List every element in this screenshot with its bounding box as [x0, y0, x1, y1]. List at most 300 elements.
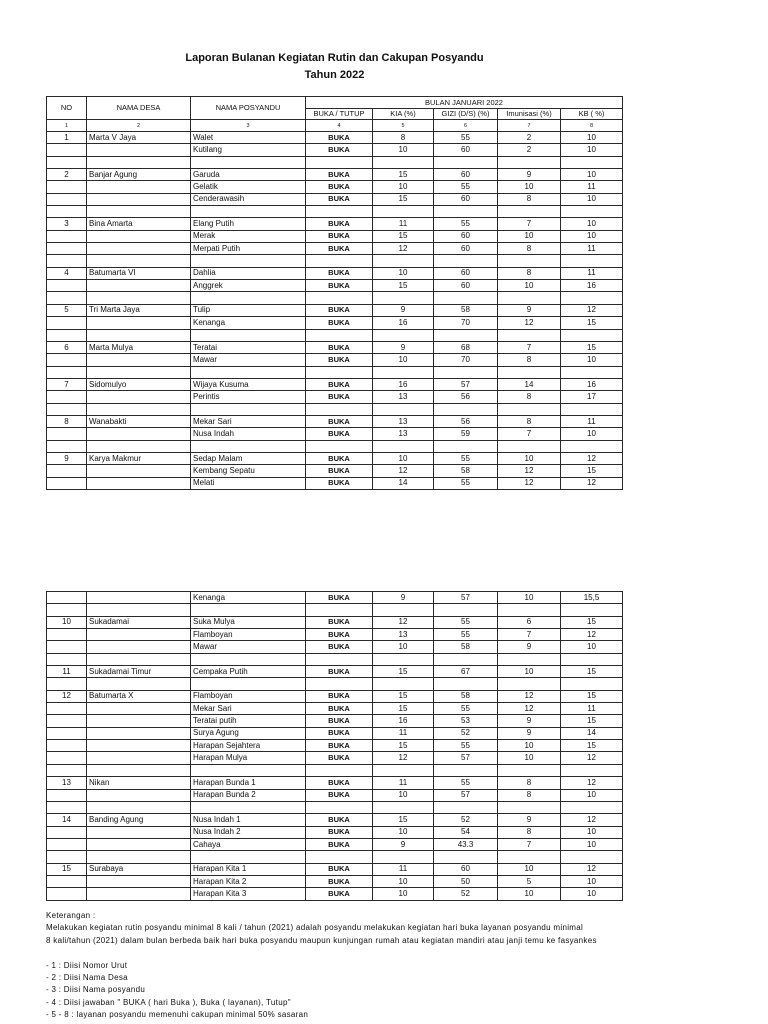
cell-status: BUKA: [306, 478, 373, 490]
cell-nama-desa: [87, 465, 191, 477]
cell-no: [47, 740, 87, 752]
empty-row-cell: [191, 604, 306, 616]
cell-imunisasi: 2: [498, 144, 561, 156]
cell-no: [47, 839, 87, 851]
notes-section: [46, 910, 746, 1022]
empty-row-cell: [373, 330, 434, 342]
cell-imunisasi: 10: [498, 592, 561, 604]
cell-kb: 10: [561, 428, 623, 440]
empty-row-cell: [87, 255, 191, 267]
cell-imunisasi: 9: [498, 728, 561, 740]
cell-gizi: 55: [434, 478, 498, 490]
cell-kia: 10: [373, 181, 434, 193]
cell-nama-posyandu: Flamboyan: [191, 691, 306, 703]
cell-nama-desa: Sukadamai: [87, 617, 191, 629]
cell-gizi: 67: [434, 666, 498, 678]
cell-nama-posyandu: Harapan Sejahtera: [191, 740, 306, 752]
empty-row-cell: [373, 292, 434, 304]
cell-gizi: 53: [434, 715, 498, 727]
cell-nama-desa: [87, 839, 191, 851]
cell-kb: 10: [561, 194, 623, 206]
cell-nama-desa: [87, 790, 191, 802]
cell-imunisasi: 12: [498, 478, 561, 490]
cell-status: BUKA: [306, 728, 373, 740]
cell-kb: 12: [561, 629, 623, 641]
empty-row-cell: [434, 292, 498, 304]
cell-gizi: 60: [434, 194, 498, 206]
empty-row-cell: [373, 851, 434, 863]
posyandu-table-part-2: [46, 591, 623, 901]
cell-kb: 10: [561, 169, 623, 181]
cell-no: [47, 703, 87, 715]
cell-nama-desa: [87, 592, 191, 604]
cell-status: BUKA: [306, 132, 373, 144]
cell-nama-posyandu: Melati: [191, 478, 306, 490]
column-number: 6: [434, 120, 498, 132]
cell-imunisasi: 10: [498, 453, 561, 465]
cell-gizi: 70: [434, 317, 498, 329]
cell-kia: 14: [373, 478, 434, 490]
cell-gizi: 50: [434, 876, 498, 888]
cell-nama-desa: Tri Marta Jaya: [87, 305, 191, 317]
cell-kb: 15: [561, 617, 623, 629]
report-title: Laporan Bulanan Kegiatan Rutin dan Cakupan Posyandu: [185, 52, 484, 64]
cell-gizi: 57: [434, 752, 498, 764]
empty-row-cell: [498, 367, 561, 379]
cell-status: BUKA: [306, 691, 373, 703]
cell-nama-posyandu: Cempaka Putih: [191, 666, 306, 678]
cell-imunisasi: 10: [498, 752, 561, 764]
cell-kia: 12: [373, 752, 434, 764]
cell-imunisasi: 10: [498, 280, 561, 292]
cell-kia: 15: [373, 703, 434, 715]
empty-row-cell: [306, 678, 373, 690]
cell-no: [47, 827, 87, 839]
empty-row-cell: [87, 330, 191, 342]
cell-nama-posyandu: Nusa Indah: [191, 428, 306, 440]
empty-row-cell: [87, 206, 191, 218]
cell-kb: 10: [561, 790, 623, 802]
cell-imunisasi: 7: [498, 839, 561, 851]
empty-row-cell: [434, 851, 498, 863]
empty-row-cell: [87, 404, 191, 416]
cell-status: BUKA: [306, 194, 373, 206]
empty-row-cell: [498, 441, 561, 453]
empty-row-cell: [191, 441, 306, 453]
cell-gizi: 60: [434, 268, 498, 280]
header-imunisasi: Imunisasi (%): [498, 109, 561, 120]
cell-nama-posyandu: Mawar: [191, 354, 306, 366]
empty-row-cell: [373, 765, 434, 777]
empty-row-cell: [373, 678, 434, 690]
cell-kb: 17: [561, 391, 623, 403]
cell-nama-posyandu: Walet: [191, 132, 306, 144]
empty-row-cell: [498, 404, 561, 416]
report-year: Tahun 2022: [304, 69, 365, 81]
cell-no: 13: [47, 777, 87, 789]
column-number: 4: [306, 120, 373, 132]
column-number: 3: [191, 120, 306, 132]
empty-row-cell: [191, 367, 306, 379]
cell-gizi: 59: [434, 428, 498, 440]
cell-nama-desa: Batumarta X: [87, 691, 191, 703]
header-period: BULAN JANUARI 2022: [306, 97, 623, 109]
cell-nama-posyandu: Surya Agung: [191, 728, 306, 740]
cell-nama-posyandu: Harapan Kita 3: [191, 888, 306, 900]
cell-imunisasi: 7: [498, 218, 561, 230]
cell-no: 2: [47, 169, 87, 181]
cell-imunisasi: 9: [498, 169, 561, 181]
cell-nama-posyandu: Merpati Putih: [191, 243, 306, 255]
empty-row-cell: [498, 604, 561, 616]
empty-row-cell: [434, 330, 498, 342]
empty-row-cell: [47, 206, 87, 218]
cell-status: BUKA: [306, 218, 373, 230]
cell-gizi: 58: [434, 691, 498, 703]
cell-nama-desa: Sidomulyo: [87, 379, 191, 391]
cell-status: BUKA: [306, 740, 373, 752]
table-body: [47, 592, 623, 901]
cell-nama-desa: Banding Agung: [87, 814, 191, 826]
cell-gizi: 55: [434, 629, 498, 641]
empty-row-cell: [498, 157, 561, 169]
cell-kia: 13: [373, 416, 434, 428]
empty-row-cell: [191, 678, 306, 690]
cell-no: 8: [47, 416, 87, 428]
legend-item: - 2 : Diisi Nama Desa: [46, 973, 128, 983]
empty-row-cell: [306, 367, 373, 379]
cell-kia: 11: [373, 777, 434, 789]
cell-status: BUKA: [306, 703, 373, 715]
cell-no: [47, 629, 87, 641]
cell-nama-desa: Marta V Jaya: [87, 132, 191, 144]
cell-no: [47, 478, 87, 490]
cell-nama-posyandu: Teratai: [191, 342, 306, 354]
cell-gizi: 43.3: [434, 839, 498, 851]
cell-nama-posyandu: Kutilang: [191, 144, 306, 156]
empty-row-cell: [87, 678, 191, 690]
cell-status: BUKA: [306, 641, 373, 653]
cell-kia: 15: [373, 280, 434, 292]
cell-nama-posyandu: Harapan Kita 2: [191, 876, 306, 888]
empty-row-cell: [434, 404, 498, 416]
cell-nama-posyandu: Perintis: [191, 391, 306, 403]
cell-gizi: 70: [434, 354, 498, 366]
cell-nama-posyandu: Sedap Malam: [191, 453, 306, 465]
column-number: 8: [561, 120, 623, 132]
cell-status: BUKA: [306, 342, 373, 354]
cell-kia: 12: [373, 617, 434, 629]
cell-no: [47, 728, 87, 740]
empty-row-cell: [306, 802, 373, 814]
column-number: 5: [373, 120, 434, 132]
cell-kia: 9: [373, 839, 434, 851]
cell-nama-posyandu: Cenderawasih: [191, 194, 306, 206]
empty-row-cell: [191, 404, 306, 416]
cell-kb: 10: [561, 827, 623, 839]
cell-imunisasi: 5: [498, 876, 561, 888]
cell-kb: 16: [561, 280, 623, 292]
cell-kia: 11: [373, 218, 434, 230]
cell-nama-posyandu: Kenanga: [191, 592, 306, 604]
cell-status: BUKA: [306, 666, 373, 678]
cell-no: [47, 144, 87, 156]
empty-row-cell: [434, 255, 498, 267]
cell-kia: 15: [373, 231, 434, 243]
empty-row-cell: [306, 292, 373, 304]
empty-row-cell: [47, 292, 87, 304]
cell-no: 6: [47, 342, 87, 354]
cell-nama-desa: [87, 827, 191, 839]
cell-kia: 15: [373, 194, 434, 206]
cell-nama-posyandu: Teratai putih: [191, 715, 306, 727]
cell-imunisasi: 7: [498, 428, 561, 440]
cell-nama-desa: [87, 478, 191, 490]
cell-nama-posyandu: Tulip: [191, 305, 306, 317]
empty-row-cell: [47, 654, 87, 666]
cell-kia: 13: [373, 391, 434, 403]
cell-no: 11: [47, 666, 87, 678]
empty-row-cell: [434, 367, 498, 379]
cell-imunisasi: 12: [498, 317, 561, 329]
header-no: NO: [47, 97, 87, 120]
cell-kb: 12: [561, 752, 623, 764]
empty-row-cell: [561, 255, 623, 267]
cell-no: [47, 790, 87, 802]
cell-nama-posyandu: Mekar Sari: [191, 416, 306, 428]
cell-kb: 11: [561, 268, 623, 280]
empty-row-cell: [561, 678, 623, 690]
cell-no: 1: [47, 132, 87, 144]
cell-nama-desa: Surabaya: [87, 864, 191, 876]
cell-kia: 9: [373, 592, 434, 604]
cell-nama-desa: Sukadamai Timur: [87, 666, 191, 678]
empty-row-cell: [373, 367, 434, 379]
cell-imunisasi: 8: [498, 827, 561, 839]
cell-nama-desa: [87, 144, 191, 156]
cell-kb: 15: [561, 691, 623, 703]
cell-gizi: 60: [434, 280, 498, 292]
cell-nama-desa: Banjar Agung: [87, 169, 191, 181]
cell-nama-posyandu: Gelatik: [191, 181, 306, 193]
empty-row-cell: [434, 157, 498, 169]
empty-row-cell: [87, 654, 191, 666]
empty-row-cell: [47, 441, 87, 453]
cell-nama-posyandu: Anggrek: [191, 280, 306, 292]
cell-status: BUKA: [306, 268, 373, 280]
empty-row-cell: [47, 330, 87, 342]
cell-nama-posyandu: Harapan Kita 1: [191, 864, 306, 876]
cell-kia: 15: [373, 169, 434, 181]
cell-kb: 12: [561, 478, 623, 490]
cell-gizi: 60: [434, 231, 498, 243]
cell-imunisasi: 12: [498, 465, 561, 477]
cell-nama-posyandu: Cahaya: [191, 839, 306, 851]
cell-no: [47, 592, 87, 604]
cell-kb: 10: [561, 132, 623, 144]
empty-row-cell: [191, 255, 306, 267]
cell-gizi: 54: [434, 827, 498, 839]
cell-kb: 14: [561, 728, 623, 740]
cell-nama-posyandu: Flamboyan: [191, 629, 306, 641]
cell-nama-posyandu: Harapan Mulya: [191, 752, 306, 764]
cell-kia: 16: [373, 317, 434, 329]
empty-row-cell: [47, 604, 87, 616]
cell-status: BUKA: [306, 144, 373, 156]
cell-gizi: 60: [434, 864, 498, 876]
empty-row-cell: [373, 157, 434, 169]
column-number: 2: [87, 120, 191, 132]
empty-row-cell: [191, 802, 306, 814]
cell-kia: 11: [373, 728, 434, 740]
empty-row-cell: [87, 441, 191, 453]
cell-no: [47, 194, 87, 206]
cell-nama-posyandu: Wijaya Kusuma: [191, 379, 306, 391]
empty-row-cell: [498, 851, 561, 863]
cell-kb: 12: [561, 453, 623, 465]
cell-gizi: 60: [434, 169, 498, 181]
cell-no: 15: [47, 864, 87, 876]
cell-status: BUKA: [306, 280, 373, 292]
cell-gizi: 58: [434, 641, 498, 653]
cell-status: BUKA: [306, 777, 373, 789]
empty-row-cell: [47, 367, 87, 379]
cell-kia: 10: [373, 354, 434, 366]
cell-status: BUKA: [306, 428, 373, 440]
empty-row-cell: [561, 206, 623, 218]
cell-nama-desa: [87, 243, 191, 255]
table-body: [47, 132, 623, 490]
cell-status: BUKA: [306, 231, 373, 243]
cell-kb: 15: [561, 342, 623, 354]
empty-row-cell: [561, 604, 623, 616]
cell-status: BUKA: [306, 814, 373, 826]
cell-kia: 16: [373, 715, 434, 727]
empty-row-cell: [434, 765, 498, 777]
empty-row-cell: [191, 851, 306, 863]
cell-imunisasi: 14: [498, 379, 561, 391]
cell-imunisasi: 8: [498, 391, 561, 403]
cell-kia: 12: [373, 465, 434, 477]
cell-nama-desa: [87, 629, 191, 641]
cell-status: BUKA: [306, 181, 373, 193]
cell-kia: 10: [373, 790, 434, 802]
empty-row-cell: [498, 765, 561, 777]
cell-no: [47, 391, 87, 403]
cell-no: 10: [47, 617, 87, 629]
cell-imunisasi: 7: [498, 342, 561, 354]
cell-gizi: 55: [434, 453, 498, 465]
header-nama-posyandu: NAMA POSYANDU: [191, 97, 306, 120]
cell-status: BUKA: [306, 592, 373, 604]
cell-nama-desa: [87, 888, 191, 900]
cell-status: BUKA: [306, 790, 373, 802]
empty-row-cell: [373, 604, 434, 616]
cell-kb: 12: [561, 777, 623, 789]
empty-row-cell: [498, 678, 561, 690]
empty-row-cell: [434, 654, 498, 666]
header-kia: KIA (%): [373, 109, 434, 120]
cell-imunisasi: 8: [498, 777, 561, 789]
cell-status: BUKA: [306, 752, 373, 764]
legend-item: - 5 - 8 : layanan posyandu memenuhi cakupan minimal 50% sasaran: [46, 1010, 309, 1020]
cell-no: [47, 317, 87, 329]
cell-gizi: 55: [434, 777, 498, 789]
cell-status: BUKA: [306, 888, 373, 900]
cell-nama-desa: [87, 231, 191, 243]
cell-kia: 10: [373, 888, 434, 900]
cell-kb: 11: [561, 416, 623, 428]
cell-gizi: 52: [434, 728, 498, 740]
cell-no: 4: [47, 268, 87, 280]
cell-gizi: 55: [434, 703, 498, 715]
cell-kb: 12: [561, 305, 623, 317]
cell-imunisasi: 10: [498, 864, 561, 876]
cell-nama-desa: Marta Mulya: [87, 342, 191, 354]
column-number: 1: [47, 120, 87, 132]
empty-row-cell: [434, 678, 498, 690]
cell-imunisasi: 10: [498, 888, 561, 900]
cell-gizi: 55: [434, 181, 498, 193]
cell-kia: 12: [373, 243, 434, 255]
empty-row-cell: [306, 404, 373, 416]
cell-gizi: 55: [434, 740, 498, 752]
cell-status: BUKA: [306, 715, 373, 727]
cell-imunisasi: 10: [498, 740, 561, 752]
cell-kb: 11: [561, 243, 623, 255]
cell-imunisasi: 10: [498, 231, 561, 243]
cell-status: BUKA: [306, 354, 373, 366]
cell-nama-posyandu: Kembang Sepatu: [191, 465, 306, 477]
empty-row-cell: [498, 255, 561, 267]
cell-status: BUKA: [306, 827, 373, 839]
empty-row-cell: [47, 802, 87, 814]
cell-imunisasi: 9: [498, 814, 561, 826]
cell-nama-posyandu: Harapan Bunda 2: [191, 790, 306, 802]
cell-imunisasi: 6: [498, 617, 561, 629]
empty-row-cell: [561, 404, 623, 416]
empty-row-cell: [306, 157, 373, 169]
cell-kb: 12: [561, 814, 623, 826]
cell-imunisasi: 8: [498, 243, 561, 255]
cell-no: [47, 465, 87, 477]
cell-kia: 11: [373, 864, 434, 876]
cell-nama-desa: [87, 641, 191, 653]
cell-gizi: 60: [434, 243, 498, 255]
cell-kb: 15: [561, 465, 623, 477]
cell-nama-desa: [87, 280, 191, 292]
cell-nama-posyandu: Dahlia: [191, 268, 306, 280]
cell-nama-desa: [87, 876, 191, 888]
empty-row-cell: [87, 851, 191, 863]
cell-imunisasi: 2: [498, 132, 561, 144]
cell-nama-desa: [87, 703, 191, 715]
cell-status: BUKA: [306, 317, 373, 329]
cell-imunisasi: 8: [498, 416, 561, 428]
empty-row-cell: [191, 206, 306, 218]
cell-no: 12: [47, 691, 87, 703]
empty-row-cell: [47, 255, 87, 267]
cell-no: [47, 280, 87, 292]
empty-row-cell: [434, 441, 498, 453]
cell-kia: 10: [373, 144, 434, 156]
cell-no: [47, 243, 87, 255]
empty-row-cell: [47, 678, 87, 690]
cell-kia: 10: [373, 453, 434, 465]
cell-imunisasi: 12: [498, 703, 561, 715]
cell-imunisasi: 9: [498, 305, 561, 317]
cell-nama-posyandu: Elang Putih: [191, 218, 306, 230]
